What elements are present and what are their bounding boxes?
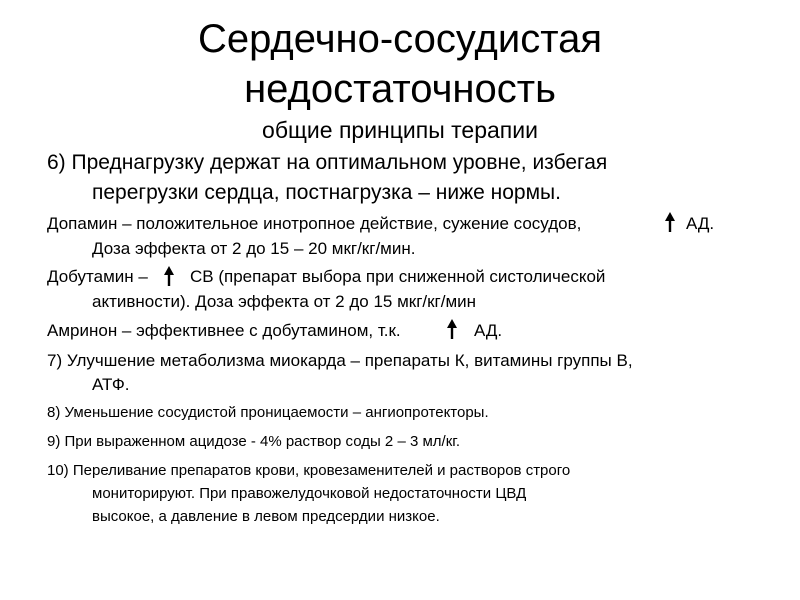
dobutamine-line-2: активности). Доза эффекта от 2 до 15 мкг/кг/мин [92,292,477,311]
dopamine-line-2: Доза эффекта от 2 до 15 – 20 мкг/кг/мин. [92,239,416,258]
item-10-line-3: высокое, а давление в левом предсердии низкое. [92,508,440,525]
item-8: 8) Уменьшение сосудистой проницаемости – ангиопротекторы. [47,404,489,421]
dobutamine-line-1a: Добутамин – [47,267,148,286]
slide-title-line-2: недостаточность [244,67,556,111]
item-10-line-1: 10) Переливание препаратов крови, кровезаменителей и растворов строго [47,462,571,479]
amrinone-ad-label: АД. [474,321,503,340]
item-10-line-2: мониторируют. При правожелудочковой недостаточности ЦВД [92,485,527,502]
amrinone-line: Амринон – эффективнее с добутамином, т.к. [47,321,401,340]
item-9: 9) При выраженном ацидозе - 4% раствор соды 2 – 3 мл/кг. [47,433,461,450]
item-6-line-1: 6) Преднагрузку держат на оптимальном уровне, избегая [47,151,608,174]
dopamine-ad-label: АД. [686,214,715,233]
item-7-line-1: 7) Улучшение метаболизма миокарда – препараты К, витамины группы В, [47,351,633,370]
up-arrow-icon [665,212,675,232]
up-arrow-icon [164,266,174,286]
item-6-line-2: перегрузки сердца, постнагрузка – ниже нормы. [92,181,561,204]
up-arrow-icon [447,319,457,339]
slide-title-line-1: Сердечно-сосудистая [197,17,603,61]
dobutamine-line-1b: СВ (препарат выбора при сниженной систолической [190,267,606,286]
slide-subtitle: общие принципы терапии [262,117,538,143]
dopamine-line-1: Допамин – положительное инотропное действие, сужение сосудов, [47,214,582,233]
item-7-line-2: АТФ. [92,375,130,394]
